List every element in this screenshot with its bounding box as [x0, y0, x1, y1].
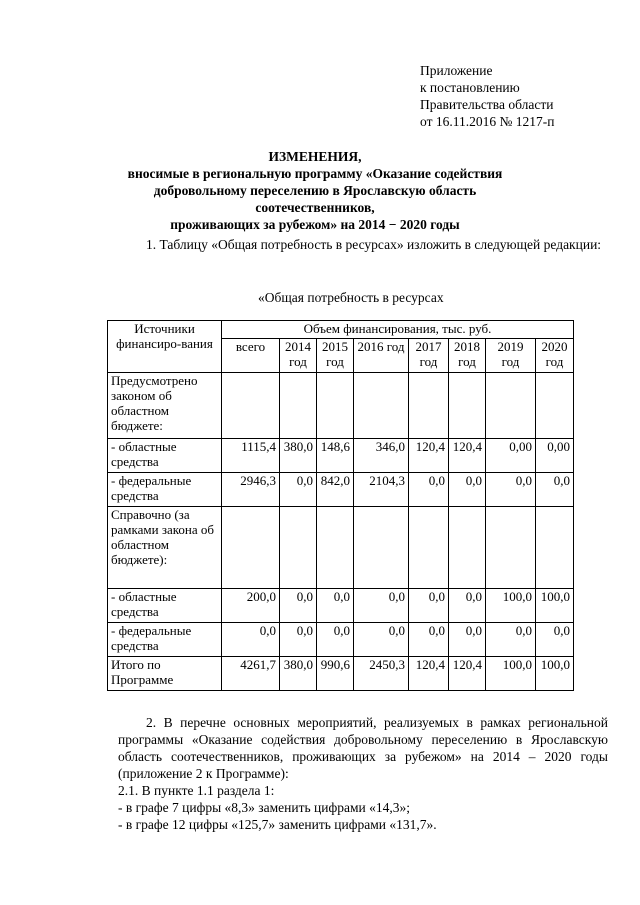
cell-value: 0,0 — [536, 473, 574, 507]
paragraph-4: - в графе 7 цифры «8,3» заменить цифрами «14,3»; — [118, 800, 410, 815]
paragraph-3: 2.1. В пункте 1.1 раздела 1: — [118, 783, 275, 798]
header-source: Источники финансиро-вания — [108, 321, 222, 373]
table-row — [108, 507, 574, 589]
col-header: 2018 год — [449, 339, 486, 373]
row-label: Предусмотрено законом об областном бюджете: — [108, 373, 222, 439]
cell-value: 346,0 — [354, 439, 409, 473]
table-row — [108, 373, 574, 439]
attachment-note — [420, 62, 554, 130]
col-header: 2016 год — [354, 339, 409, 373]
cell-value: 0,0 — [486, 623, 536, 657]
cell-value: 2946,3 — [222, 473, 280, 507]
paragraph-5: - в графе 12 цифры «125,7» заменить цифрами «131,7». — [118, 817, 437, 832]
cell-value: 120,4 — [409, 439, 449, 473]
cell-value: 380,0 — [280, 439, 317, 473]
cell-value: 120,4 — [409, 657, 449, 691]
cell-value: 0,00 — [486, 439, 536, 473]
cell-value: 100,0 — [486, 589, 536, 623]
cell-value: 0,0 — [354, 589, 409, 623]
attachment-line: от 16.11.2016 № 1217-п — [420, 114, 555, 129]
cell-value: 0,0 — [280, 473, 317, 507]
cell-value: 0,0 — [317, 623, 354, 657]
table-row — [108, 439, 574, 473]
title-line: ИЗМЕНЕНИЯ, — [268, 149, 362, 164]
attachment-line: к постановлению — [420, 80, 520, 95]
row-label: Справочно (за рамками закона об областном бюджете): — [108, 507, 222, 589]
table-row — [108, 657, 574, 691]
table-row — [108, 589, 574, 623]
col-header: 2020 год — [536, 339, 574, 373]
cell-value: 4261,7 — [222, 657, 280, 691]
table-row — [108, 473, 574, 507]
table-row — [108, 623, 574, 657]
cell-value: 0,0 — [409, 589, 449, 623]
cell-value: 200,0 — [222, 589, 280, 623]
row-label: - федеральные средства — [108, 623, 222, 657]
cell-value: 148,6 — [317, 439, 354, 473]
cell-value: 0,0 — [354, 623, 409, 657]
title-line: добровольному переселению в Ярославскую область соотечественников, — [153, 183, 477, 215]
paragraph-2: 2. В перечне основных мероприятий, реализуемых в рамках региональной программы «Оказание содействия добровольному переселению в Ярославскую область соотечественников, проживающих за рубежом» на 2014 – 2020 годы (приложение 2 к Программе): — [118, 715, 608, 781]
col-header: 2019 год — [486, 339, 536, 373]
cell-value: 100,0 — [536, 657, 574, 691]
title-line: вносимые в региональную программу «Оказание содействия — [127, 166, 503, 181]
cell-value: 990,6 — [317, 657, 354, 691]
cell-value: 842,0 — [317, 473, 354, 507]
cell-value: 0,0 — [449, 623, 486, 657]
cell-value: 0,0 — [409, 473, 449, 507]
cell-value: 120,4 — [449, 439, 486, 473]
cell-value: 120,4 — [449, 657, 486, 691]
row-label: - областные средства — [108, 439, 222, 473]
cell-value: 0,0 — [486, 473, 536, 507]
cell-value: 0,0 — [280, 623, 317, 657]
cell-value: 0,0 — [536, 623, 574, 657]
document-title — [100, 148, 530, 233]
col-header: всего — [222, 339, 280, 373]
row-label: - федеральные средства — [108, 473, 222, 507]
header-volume: Объем финансирования, тыс. руб. — [222, 321, 574, 339]
paragraph-1: 1. Таблицу «Общая потребность в ресурсах» изложить в следующей редакции: — [146, 237, 602, 252]
cell-value: 2450,3 — [354, 657, 409, 691]
col-header: 2017 год — [409, 339, 449, 373]
cell-value: 0,0 — [449, 589, 486, 623]
attachment-line: Правительства области — [420, 97, 554, 112]
row-label: - областные средства — [108, 589, 222, 623]
attachment-line: Приложение — [420, 63, 493, 78]
table-caption: «Общая потребность в ресурсах — [258, 290, 444, 305]
cell-value: 0,0 — [280, 589, 317, 623]
row-label: Итого по Программе — [108, 657, 222, 691]
cell-value: 380,0 — [280, 657, 317, 691]
cell-value: 1115,4 — [222, 439, 280, 473]
cell-value: 0,0 — [449, 473, 486, 507]
cell-value: 0,0 — [317, 589, 354, 623]
cell-value: 0,00 — [536, 439, 574, 473]
cell-value: 100,0 — [486, 657, 536, 691]
financing-table — [107, 320, 574, 691]
cell-value: 2104,3 — [354, 473, 409, 507]
cell-value: 0,0 — [222, 623, 280, 657]
title-line: проживающих за рубежом» на 2014 − 2020 годы — [170, 217, 460, 232]
col-header: 2014 год — [280, 339, 317, 373]
cell-value: 0,0 — [409, 623, 449, 657]
cell-value: 100,0 — [536, 589, 574, 623]
col-header: 2015 год — [317, 339, 354, 373]
